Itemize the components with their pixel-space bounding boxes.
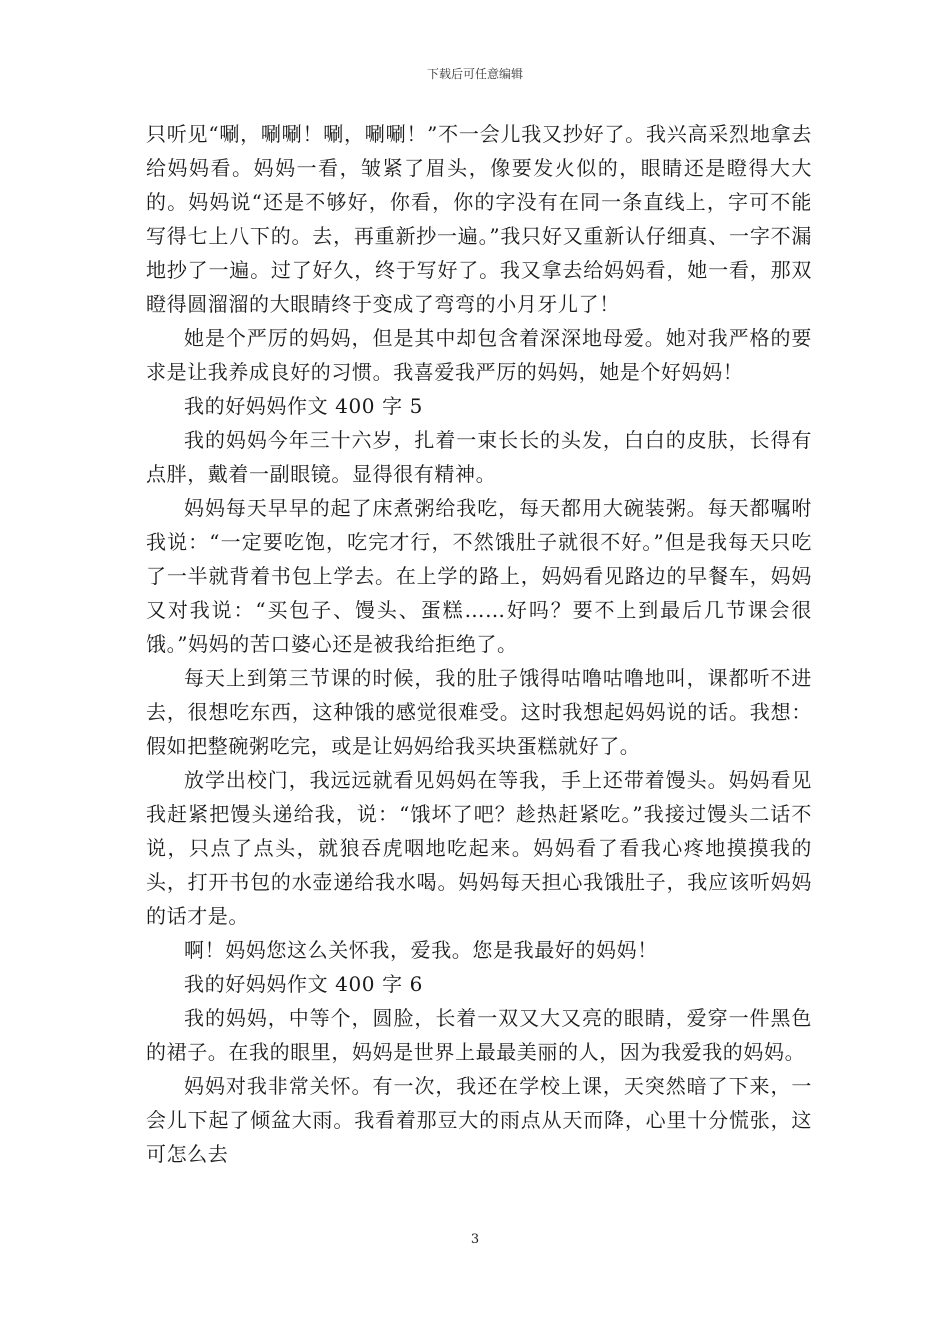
paragraph-5: 妈妈每天早早的起了床煮粥给我吃，每天都用大碗装粥。每天都嘱咐我说：“一定要吃饱，吃完才行，不然饿肚子就很不好。”但是我每天只吃了一半就背着书包上学去。在上学的路上，妈妈看见路边的早餐车，妈妈又对我说：“买包子、馒头、蛋糕……好吗？要不上到最后几节课会很饿。”妈妈的苦口婆心还是被我给拒绝了。 bbox=[146, 496, 812, 656]
page-number: 3 bbox=[470, 1232, 480, 1247]
document-body bbox=[146, 117, 812, 1171]
paragraph-11: 妈妈对我非常关怀。有一次，我还在学校上课，天突然暗了下来，一会儿下起了倾盆大雨。我看着那豆大的雨点从天而降，心里十分慌张，这可怎么去 bbox=[146, 1074, 812, 1166]
paragraph-4: 我的妈妈今年三十六岁，扎着一束长长的头发，白白的皮肤，长得有点胖，戴着一副眼镜。显得很有精神。 bbox=[146, 428, 812, 486]
paragraph-2: 她是个严厉的妈妈，但是其中却包含着深深地母爱。她对我严格的要求是让我养成良好的习惯。我喜爱我严厉的妈妈，她是个好妈妈！ bbox=[146, 326, 812, 384]
paragraph-1: 只听见“唰，唰唰！唰，唰唰！”不一会儿我又抄好了。我兴高采烈地拿去给妈妈看。妈妈一看，皱紧了眉头，像要发火似的，眼睛还是瞪得大大的。妈妈说“还是不够好，你看，你的字没有在同一条直线上，字可不能写得七上八下的。去，再重新抄一遍。”我只好又重新认仔细真、一字不漏地抄了一遍。过了好久，终于写好了。我又拿去给妈妈看，她一看，那双瞪得圆溜溜的大眼睛终于变成了弯弯的小月牙儿了！ bbox=[146, 122, 812, 316]
paragraph-6: 每天上到第三节课的时候，我的肚子饿得咕噜咕噜地叫，课都听不进去，很想吃东西，这种饿的感觉很难受。这时我想起妈妈说的话。我想：假如把整碗粥吃完，或是让妈妈给我买块蛋糕就好了。 bbox=[146, 666, 812, 758]
paragraph-10: 我的妈妈，中等个，圆脸，长着一双又大又亮的眼睛，爱穿一件黑色的裙子。在我的眼里，妈妈是世界上最最美丽的人，因为我爱我的妈妈。 bbox=[146, 1006, 812, 1064]
paragraph-7: 放学出校门，我远远就看见妈妈在等我，手上还带着馒头。妈妈看见我赶紧把馒头递给我，说：“饿坏了吧？趁热赶紧吃。”我接过馒头二话不说，只点了点头，就狼吞虎咽地吃起来。妈妈看了看我心疼地摸摸我的头，打开书包的水壶递给我水喝。妈妈每天担心我饿肚子，我应该听妈妈的话才是。 bbox=[146, 768, 812, 928]
essay-title-6: 我的好妈妈作文 400 字 6 bbox=[184, 972, 423, 996]
essay-title-5: 我的好妈妈作文 400 字 5 bbox=[184, 394, 423, 418]
page-header: 下载后可任意编辑 bbox=[426, 67, 523, 81]
paragraph-8: 啊！妈妈您这么关怀我，爱我。您是我最好的妈妈！ bbox=[184, 938, 658, 962]
